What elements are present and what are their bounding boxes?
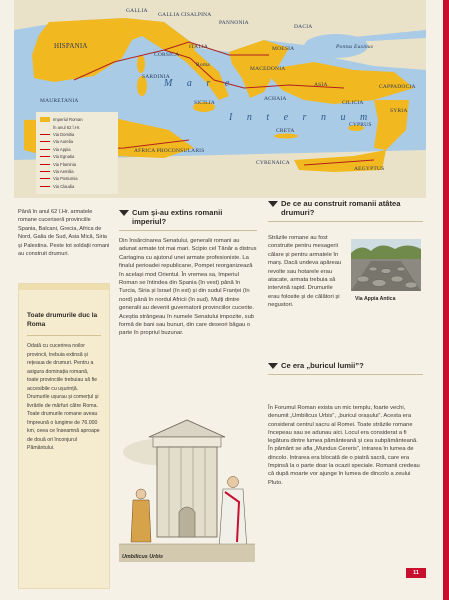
map-label-moesia: MOESIA (272, 46, 295, 52)
legend-item (40, 175, 114, 182)
divider (268, 374, 423, 375)
section-heading (119, 208, 257, 226)
section-text: În Forumul Roman exista un mic templu, foarte vechi, denumit „Umbilicus Urbis”, „buricul orașului”. Acesta era considerat centrul sacru al Romei. Toate străzile romane începeau sau se adunau aici. Locul era considerat a fi legătura dintre lumea pământeană și cea subpământeană. În pământ se afla „Mundus Cereris”, intrarea în lumea de dincolo. Intrarea era blocată de o piatră sacră, care era împinsă la o parte doar la ocazii speciale. Romanii credeau că după moarte vor ajunge în lumea de dincolo a zeului Pluto. (268, 405, 420, 486)
section-text: Străzile romane au fost construite pentru mesagerii călare și pentru armatele în marș. Dacă undeva apăreau revolte sau hotarele erau atacate, armata trebuia să intervină rapid. Drumurile erau folosite și de călători și negustori. (268, 235, 342, 309)
legend-road-line (40, 149, 50, 150)
map-label-cappadocia: CAPPADOCIA (379, 84, 416, 90)
legend-road-line (40, 156, 50, 157)
legend-item (40, 116, 114, 123)
via-appia-photo (351, 239, 421, 291)
sidebar-tab (19, 284, 109, 290)
map-legend (36, 112, 118, 194)
arrow-down-icon (119, 210, 129, 216)
map-label-gallia-cisalpina: GALLIA CISALPINA (158, 12, 212, 18)
map-label-hispania: HISPANIA (54, 42, 88, 50)
legend-item (40, 168, 114, 175)
section-title: Cum și-au extins romanii imperiul? (132, 208, 223, 226)
legend-item (40, 160, 114, 167)
map-label-mauretania: MAURETANIA (40, 98, 79, 104)
legend-swatch (40, 117, 50, 122)
map-label-macedonia: MACEDONIA (250, 66, 286, 72)
map-label-roma: Roma (196, 62, 210, 68)
map-label-sicilia: SICILIA (194, 100, 215, 106)
legend-item (40, 138, 114, 145)
legend-label: Via Aemilia (53, 168, 74, 174)
map-label-cyrenaica: CYRENAICA (256, 160, 290, 166)
map-sea-internum: I n t e r n u m (229, 112, 374, 123)
legend-item (40, 183, 114, 190)
illustration-caption: Umbilicus Urbis (122, 554, 164, 560)
roman-empire-map (14, 0, 426, 198)
map-label-syria: SYRIA (390, 108, 408, 114)
section-title: De ce au construit romanii atâtea drumuri? (281, 199, 401, 217)
section-heading (268, 199, 423, 217)
legend-label: Via Postumia (53, 176, 78, 182)
legend-label: în anul 62 î.Hr. (53, 124, 81, 130)
map-label-asia: ASIA (314, 82, 328, 88)
legend-road-line (40, 178, 50, 179)
legend-item (40, 123, 114, 130)
legend-label: Via Aurelia (53, 139, 73, 145)
map-label-corsica: CORSICA (154, 52, 180, 58)
section-navel-of-world (268, 361, 423, 381)
section-roads (268, 199, 423, 228)
map-label-sardinia: SARDINIA (142, 74, 170, 80)
divider (268, 221, 423, 222)
legend-item (40, 153, 114, 160)
map-caption-text: Până în anul 62 î.Hr. armatele romane cuceriseră provinciile Spania, Balcani, Grecia, Africa de Nord, Galia de Sud, Asia Mică, Siria și Palestina. Peste tot soldații romani au construit drumuri. (18, 209, 110, 258)
legend-label: Via Egnatia (53, 154, 75, 160)
map-label-cilicia: CILICIA (342, 100, 364, 106)
map-label-achaia: ACHAIA (264, 96, 287, 102)
legend-label: Via Domitia (53, 131, 75, 137)
map-sea-mare: M a r e (164, 78, 236, 89)
map-label-cyprus: CYPRUS (349, 122, 372, 128)
map-label-italia: ITALIA (189, 44, 209, 50)
umbilicus-urbis-illustration (119, 412, 255, 562)
map-label-pontus-euxinus: Pontus Euxinus (336, 44, 374, 50)
map-label-pannonia: PANNONIA (219, 20, 249, 26)
legend-label: Imperiul Roman (53, 117, 83, 123)
legend-road-line (40, 134, 50, 135)
section-heading (268, 361, 423, 370)
legend-spacer (40, 125, 50, 130)
arrow-down-icon (268, 363, 278, 369)
page-number: 11 (406, 568, 426, 578)
legend-road-line (40, 164, 50, 165)
arrow-down-icon (268, 201, 278, 207)
map-label-aegyptus: AEGYPTUS (354, 166, 385, 172)
legend-item (40, 146, 114, 153)
map-label-africa-proconsularis: AFRICA PROCONSULARIS (134, 148, 205, 154)
section-title: Ce era „buricul lumii”? (281, 361, 364, 370)
map-label-dacia: DACIA (294, 24, 313, 30)
map-label-gallia: GALLIA (126, 8, 148, 14)
sidebar-title: Toate drumurile duc la Roma (27, 312, 101, 336)
section-empire-expansion (119, 208, 257, 338)
section-text: Din însărcinarea Senatului, generalii romani au adunat armate tot mai mari. Scipio cel Tânăr a distrus Cartagina cu ajutorul unei armate profesioniste. La finalul perioadei republicane, Pompei reorganizează în același mod Orientul. În vremea sa, Imperiul Roman se întindea din Spania (în vest) până în Turcia, Siria și Israel (în est) și din sudul Franței (în nord) până în nordul Africii (în sud). Mulți dintre generalii au devenit guvernatorii provinciilor cucerite. Aceștia strângeau în numele Senatului impozite, sub formă de bani sau bunuri, din care deseori băgau o parte în propriul buzunar. (119, 238, 257, 337)
page-edge-stripe (443, 0, 449, 600)
sidebar-box (18, 283, 110, 589)
legend-label: Via Flaminia (53, 161, 76, 167)
legend-label: Via Appia (53, 146, 71, 152)
legend-item (40, 131, 114, 138)
legend-road-line (40, 171, 50, 172)
legend-label: Via Claudia (53, 183, 75, 189)
sidebar-text: Odată cu cucerirea noilor provincii, trebuia extinsă și rețeaua de drumuri. Pentru a asigura dominația romană, toate provinciile trebuiau să fie accesibile cu ușurință. Drumurile ușurau și comerțul și livrările de mărfuri către Roma. Toate drumurile romane aveau împreună o lungime de 76.000 km, ceea ce înseamnă aproape de două ori înconjurul Pământului. (27, 343, 100, 452)
legend-road-line (40, 186, 50, 187)
photo-caption: Via Appia Antica (355, 296, 396, 302)
map-label-creta: CRETA (276, 128, 295, 134)
divider (119, 230, 257, 231)
legend-road-line (40, 141, 50, 142)
